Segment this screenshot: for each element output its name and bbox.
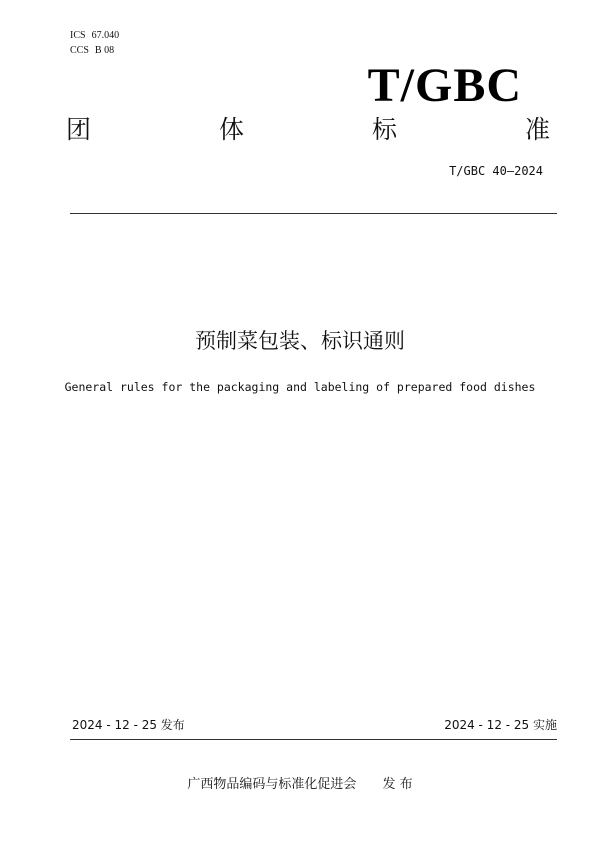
publisher-line bbox=[0, 776, 600, 794]
publisher-name: 广西物品编码与标准化促进会 bbox=[187, 777, 357, 792]
ics-code: 67.040 bbox=[91, 30, 120, 41]
chinese-title: 预制菜包装、标识通则 bbox=[195, 329, 405, 353]
ccs-code: B 08 bbox=[94, 45, 115, 56]
classification-block bbox=[70, 28, 119, 58]
standard-type-char: 体 bbox=[218, 115, 244, 144]
standard-type-char: 标 bbox=[371, 115, 397, 144]
standard-type-char: 团 bbox=[66, 115, 92, 144]
ccs-label: CCS bbox=[70, 45, 89, 56]
ccs-line bbox=[70, 43, 119, 58]
release-date: 2024 - 12 - 25 发布 bbox=[72, 718, 185, 732]
implementation-date: 2024 - 12 - 25 实施 bbox=[444, 718, 557, 732]
standard-type-char: 准 bbox=[524, 115, 550, 144]
standard-number: T/GBC 40—2024 bbox=[449, 164, 543, 178]
bottom-divider bbox=[70, 739, 557, 740]
standard-type-heading bbox=[66, 114, 550, 146]
publisher-action: 发 布 bbox=[382, 777, 413, 792]
english-title: General rules for the packaging and labeling of prepared food dishes bbox=[64, 380, 536, 394]
top-divider bbox=[70, 213, 557, 214]
organization-logo: T/GBC bbox=[367, 59, 522, 112]
ics-line bbox=[70, 28, 119, 43]
ics-label: ICS bbox=[70, 30, 86, 41]
